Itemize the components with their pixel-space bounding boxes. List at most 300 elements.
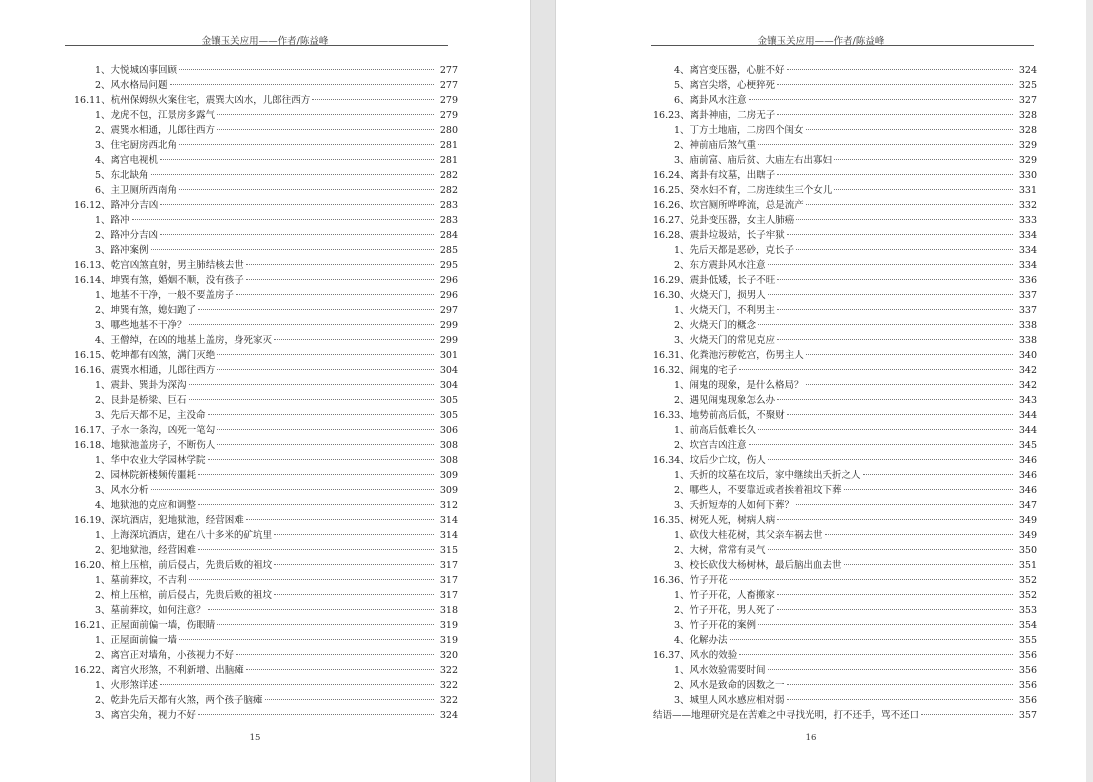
- toc-entry[interactable]: [74, 453, 458, 468]
- toc-entry[interactable]: [653, 303, 1037, 318]
- toc-entry[interactable]: [653, 588, 1037, 603]
- table-of-contents: [653, 63, 1037, 723]
- toc-entry-title: 5、东北缺角: [95, 170, 149, 181]
- toc-entry-page: 331: [1018, 185, 1037, 196]
- toc-entry-title: 16.29、震卦低矮，长子不旺: [653, 275, 776, 286]
- dot-leader: [217, 624, 434, 625]
- dot-leader: [132, 219, 434, 220]
- dot-leader: [777, 399, 1013, 400]
- dot-leader: [170, 84, 434, 85]
- toc-entry[interactable]: [74, 648, 458, 663]
- toc-entry-title: 3、墓前葬坟，如何注意？: [95, 605, 206, 616]
- toc-entry[interactable]: [653, 153, 1037, 168]
- toc-entry-title: 结语——地理研究是在苦难之中寻找光明，打不还手，骂不还口: [653, 710, 920, 721]
- toc-entry-title: 2、坤巽有煞，媳妇跑了: [95, 305, 197, 316]
- toc-entry[interactable]: [653, 138, 1037, 153]
- toc-entry[interactable]: [653, 63, 1037, 78]
- toc-entry-title: 16.28、震卦垃圾站，长子牢狱: [653, 230, 785, 241]
- toc-entry-page: 350: [1018, 545, 1037, 556]
- toc-entry[interactable]: [653, 693, 1037, 708]
- toc-entry-title: 2、乾卦先后天都有火煞，两个孩子脑瘫: [95, 695, 263, 706]
- toc-entry-title: 3、竹子开花的案例: [674, 620, 757, 631]
- toc-entry[interactable]: [653, 273, 1037, 288]
- dot-leader: [208, 459, 434, 460]
- toc-entry[interactable]: [653, 633, 1037, 648]
- dot-leader: [274, 564, 434, 565]
- toc-entry-page: 285: [439, 245, 458, 256]
- toc-entry-title: 1、墓前葬坟，不吉利: [95, 575, 187, 586]
- toc-entry[interactable]: [74, 213, 458, 228]
- toc-entry[interactable]: [74, 498, 458, 513]
- toc-entry-title: 16.17、子水一条沟，凶死一笔勾: [74, 425, 216, 436]
- toc-entry[interactable]: [653, 348, 1037, 363]
- toc-entry-title: 2、遇见闹鬼现象怎么办: [674, 395, 776, 406]
- toc-entry[interactable]: [74, 513, 458, 528]
- dot-leader: [217, 429, 434, 430]
- toc-entry[interactable]: [74, 243, 458, 258]
- dot-leader: [179, 189, 434, 190]
- dot-leader: [825, 534, 1013, 535]
- toc-entry[interactable]: [653, 528, 1037, 543]
- toc-entry[interactable]: [653, 468, 1037, 483]
- toc-entry[interactable]: [653, 213, 1037, 228]
- toc-entry-title: 1、地基不干净，一般不要盖房子: [95, 290, 235, 301]
- toc-entry-page: 282: [439, 185, 458, 196]
- toc-entry[interactable]: [74, 273, 458, 288]
- toc-entry[interactable]: [653, 573, 1037, 588]
- toc-entry-page: 304: [439, 380, 458, 391]
- toc-entry-page: 328: [1018, 125, 1037, 136]
- toc-entry[interactable]: [653, 483, 1037, 498]
- toc-entry[interactable]: [653, 648, 1037, 663]
- toc-entry[interactable]: [653, 393, 1037, 408]
- toc-entry-page: 277: [439, 65, 458, 76]
- toc-entry-page: 332: [1018, 200, 1037, 211]
- toc-entry[interactable]: [653, 513, 1037, 528]
- toc-entry[interactable]: [74, 288, 458, 303]
- dot-leader: [217, 114, 434, 115]
- toc-entry-title: 16.21、正屋面前偏一墙，伤眼睛: [74, 620, 216, 631]
- toc-entry-title: 1、闹鬼的现象，是什么格局？: [674, 380, 804, 391]
- toc-entry-title: 2、竹子开花，男人死了: [674, 605, 776, 616]
- toc-entry-title: 3、先后天都不足，主没命: [95, 410, 206, 421]
- toc-entry[interactable]: [74, 228, 458, 243]
- toc-entry-title: 16.12、路冲分吉凶: [74, 200, 159, 211]
- toc-entry-page: 306: [439, 425, 458, 436]
- toc-entry[interactable]: [653, 243, 1037, 258]
- toc-entry[interactable]: [653, 663, 1037, 678]
- toc-entry-page: 347: [1018, 500, 1037, 511]
- dot-leader: [236, 294, 434, 295]
- toc-entry-page: 297: [439, 305, 458, 316]
- dot-leader: [777, 339, 1013, 340]
- dot-leader: [834, 189, 1013, 190]
- toc-entry[interactable]: [653, 378, 1037, 393]
- toc-entry-page: 317: [439, 590, 458, 601]
- toc-entry-page: 283: [439, 215, 458, 226]
- toc-entry-page: 296: [439, 290, 458, 301]
- toc-entry-title: 1、夭折的坟墓在坟后，家中继续出夭折之人: [674, 470, 861, 481]
- toc-entry[interactable]: [74, 168, 458, 183]
- toc-entry[interactable]: [74, 408, 458, 423]
- toc-entry[interactable]: [74, 423, 458, 438]
- toc-entry-page: 329: [1018, 140, 1037, 151]
- toc-entry-title: 3、庙前富、庙后贫、大庙左右出寡妇: [674, 155, 833, 166]
- toc-entry-title: 16.11、杭州保姆纵火案住宅，震巽大凶水，儿郎往西方: [74, 95, 311, 106]
- toc-entry[interactable]: [74, 138, 458, 153]
- dot-leader: [806, 204, 1013, 205]
- header-rule: [651, 45, 1034, 46]
- toc-entry-page: 342: [1018, 365, 1037, 376]
- toc-entry-page: 322: [439, 665, 458, 676]
- toc-entry-title: 1、震卦、巽卦为深沟: [95, 380, 187, 391]
- toc-entry-page: 301: [439, 350, 458, 361]
- toc-entry[interactable]: [653, 363, 1037, 378]
- toc-entry[interactable]: [74, 78, 458, 93]
- toc-entry-title: 1、龙虎不包，江景房多露气: [95, 110, 216, 121]
- toc-entry-page: 337: [1018, 290, 1037, 301]
- toc-entry[interactable]: [74, 618, 458, 633]
- toc-entry[interactable]: [653, 603, 1037, 618]
- toc-entry-title: 1、路冲: [95, 215, 130, 226]
- toc-entry[interactable]: [74, 123, 458, 138]
- dot-leader: [246, 519, 434, 520]
- toc-entry-title: 16.16、震巽水相通，儿郎往西方: [74, 365, 216, 376]
- toc-entry[interactable]: [74, 573, 458, 588]
- toc-entry-page: 328: [1018, 110, 1037, 121]
- dot-leader: [312, 99, 434, 100]
- toc-entry-page: 279: [439, 110, 458, 121]
- toc-entry-title: 3、风水分析: [95, 485, 149, 496]
- toc-entry-title: 16.30、火烧天门，损男人: [653, 290, 766, 301]
- toc-entry-title: 4、地狱池的克应和调整: [95, 500, 197, 511]
- toc-entry-title: 2、路冲分吉凶: [95, 230, 159, 241]
- dot-leader: [796, 249, 1013, 250]
- toc-entry-page: 346: [1018, 485, 1037, 496]
- toc-entry-page: 317: [439, 560, 458, 571]
- dot-leader: [189, 384, 434, 385]
- toc-entry-page: 353: [1018, 605, 1037, 616]
- toc-entry[interactable]: [74, 528, 458, 543]
- toc-entry[interactable]: [653, 183, 1037, 198]
- toc-entry-page: 309: [439, 470, 458, 481]
- dot-leader: [189, 324, 434, 325]
- toc-entry-page: 342: [1018, 380, 1037, 391]
- toc-entry-title: 3、夭折短寿的人如何下葬？: [674, 500, 795, 511]
- toc-entry-page: 277: [439, 80, 458, 91]
- toc-entry-page: 296: [439, 275, 458, 286]
- toc-entry[interactable]: [74, 708, 458, 723]
- toc-entry-page: 314: [439, 530, 458, 541]
- toc-entry-title: 2、艮卦是桥梁、巨石: [95, 395, 187, 406]
- dot-leader: [758, 324, 1013, 325]
- dot-leader: [160, 204, 434, 205]
- toc-entry-page: 295: [439, 260, 458, 271]
- toc-entry[interactable]: [653, 423, 1037, 438]
- dot-leader: [777, 174, 1013, 175]
- toc-entry-title: 2、棺上压棺，前后侵占，先贵后败的祖坟: [95, 590, 273, 601]
- toc-entry[interactable]: [74, 633, 458, 648]
- toc-entry[interactable]: [74, 588, 458, 603]
- dot-leader: [834, 159, 1013, 160]
- toc-entry-page: 308: [439, 455, 458, 466]
- toc-entry-title: 2、大树，常常有灵气: [674, 545, 766, 556]
- toc-entry[interactable]: [653, 438, 1037, 453]
- toc-entry-title: 4、化解办法: [674, 635, 728, 646]
- toc-entry-page: 317: [439, 575, 458, 586]
- dot-leader: [730, 639, 1013, 640]
- dot-leader: [217, 444, 434, 445]
- toc-entry-page: 330: [1018, 170, 1037, 181]
- toc-entry-page: 338: [1018, 335, 1037, 346]
- toc-entry[interactable]: [74, 468, 458, 483]
- dot-leader: [217, 129, 434, 130]
- dot-leader: [217, 354, 434, 355]
- toc-entry[interactable]: [74, 378, 458, 393]
- toc-entry[interactable]: [74, 543, 458, 558]
- toc-entry[interactable]: [653, 258, 1037, 273]
- toc-entry[interactable]: [74, 663, 458, 678]
- toc-entry[interactable]: [74, 678, 458, 693]
- dot-leader: [758, 429, 1013, 430]
- toc-entry-page: 312: [439, 500, 458, 511]
- header-rule: [65, 45, 448, 46]
- toc-entry-title: 16.13、乾宫凶煞直射，男主肺结核去世: [74, 260, 244, 271]
- toc-entry[interactable]: [653, 168, 1037, 183]
- toc-entry[interactable]: [74, 198, 458, 213]
- toc-entry-page: 344: [1018, 425, 1037, 436]
- toc-entry[interactable]: [74, 93, 458, 108]
- dot-leader: [189, 399, 434, 400]
- toc-entry[interactable]: [74, 63, 458, 78]
- dot-leader: [160, 159, 434, 160]
- toc-entry-page: 352: [1018, 575, 1037, 586]
- toc-entry-page: 319: [439, 620, 458, 631]
- dot-leader: [787, 69, 1013, 70]
- dot-leader: [217, 369, 434, 370]
- toc-entry-page: 349: [1018, 515, 1037, 526]
- dot-leader: [787, 684, 1013, 685]
- toc-entry[interactable]: [653, 318, 1037, 333]
- toc-entry-title: 2、风水是致命的因数之一: [674, 680, 785, 691]
- toc-entry[interactable]: [74, 393, 458, 408]
- toc-entry-title: 2、坎宫吉凶注意: [674, 440, 747, 451]
- toc-entry-title: 2、东方震卦风水注意: [674, 260, 766, 271]
- dot-leader: [208, 609, 434, 610]
- toc-entry-page: 351: [1018, 560, 1037, 571]
- toc-entry-title: 6、离卦风水注意: [674, 95, 747, 106]
- toc-entry-page: 356: [1018, 680, 1037, 691]
- toc-entry-page: 305: [439, 395, 458, 406]
- toc-entry-title: 4、王僧绰，在凶的地基上盖房，身死家灭: [95, 335, 273, 346]
- toc-entry-page: 279: [439, 95, 458, 106]
- toc-entry[interactable]: [74, 303, 458, 318]
- toc-entry-page: 319: [439, 635, 458, 646]
- dot-leader: [768, 264, 1013, 265]
- dot-leader: [768, 669, 1013, 670]
- dot-leader: [768, 459, 1013, 460]
- toc-entry[interactable]: [653, 543, 1037, 558]
- toc-entry-title: 3、火烧天门的常见克应: [674, 335, 776, 346]
- toc-entry-title: 16.33、地势前高后低，不聚财: [653, 410, 785, 421]
- dot-leader: [806, 354, 1013, 355]
- toc-entry-page: 304: [439, 365, 458, 376]
- toc-entry-title: 2、哪些人，不要靠近或者挨着祖坟下葬: [674, 485, 842, 496]
- toc-entry-page: 305: [439, 410, 458, 421]
- toc-entry[interactable]: [653, 123, 1037, 138]
- toc-entry-title: 1、竹子开花，人畜搬家: [674, 590, 776, 601]
- dot-leader: [246, 669, 434, 670]
- toc-entry-page: 334: [1018, 245, 1037, 256]
- dot-leader: [274, 339, 434, 340]
- toc-entry-title: 1、火烧天门，不利男主: [674, 305, 776, 316]
- toc-entry-title: 16.35、树死人死，树病人病: [653, 515, 776, 526]
- toc-entry[interactable]: [74, 693, 458, 708]
- dot-leader: [274, 594, 434, 595]
- toc-entry-page: 299: [439, 335, 458, 346]
- toc-entry-page: 356: [1018, 650, 1037, 661]
- toc-entry-title: 16.31、化粪池污秽乾宫，伤男主人: [653, 350, 804, 361]
- toc-entry-title: 16.36、竹子开花: [653, 575, 728, 586]
- toc-entry[interactable]: [653, 93, 1037, 108]
- dot-leader: [777, 84, 1013, 85]
- dot-leader: [787, 234, 1013, 235]
- toc-entry-page: 314: [439, 515, 458, 526]
- toc-entry-title: 16.25、癸水妇不育，二房连续生三个女儿: [653, 185, 833, 196]
- toc-entry-title: 1、砍伐大桂花树，其父亲车祸去世: [674, 530, 823, 541]
- toc-entry[interactable]: [653, 288, 1037, 303]
- toc-entry-page: 281: [439, 140, 458, 151]
- toc-entry[interactable]: [653, 228, 1037, 243]
- toc-entry-title: 5、离宫尖塔，心梗猝死: [674, 80, 776, 91]
- dot-leader: [151, 174, 434, 175]
- toc-entry-page: 308: [439, 440, 458, 451]
- toc-entry[interactable]: [74, 348, 458, 363]
- dot-leader: [739, 369, 1013, 370]
- toc-entry[interactable]: [653, 558, 1037, 573]
- dot-leader: [777, 519, 1013, 520]
- toc-entry[interactable]: [653, 408, 1037, 423]
- dot-leader: [796, 504, 1013, 505]
- dot-leader: [246, 264, 434, 265]
- toc-entry-page: 282: [439, 170, 458, 181]
- toc-entry-page: 283: [439, 200, 458, 211]
- toc-entry-title: 2、震巽水相通，儿郎往西方: [95, 125, 216, 136]
- toc-entry-title: 3、城里人风水感应相对弱: [674, 695, 785, 706]
- toc-entry[interactable]: [74, 438, 458, 453]
- toc-entry[interactable]: [653, 333, 1037, 348]
- dot-leader: [179, 69, 434, 70]
- toc-entry[interactable]: [74, 153, 458, 168]
- dot-leader: [758, 144, 1013, 145]
- toc-entry-page: 320: [439, 650, 458, 661]
- dot-leader: [179, 144, 434, 145]
- toc-entry[interactable]: [74, 603, 458, 618]
- toc-entry[interactable]: [74, 558, 458, 573]
- toc-entry-title: 2、犯地狱池，经营困难: [95, 545, 197, 556]
- dot-leader: [739, 654, 1013, 655]
- toc-entry-page: 309: [439, 485, 458, 496]
- toc-entry[interactable]: [653, 678, 1037, 693]
- dot-leader: [844, 564, 1013, 565]
- toc-entry-page: 346: [1018, 455, 1037, 466]
- toc-entry[interactable]: [74, 363, 458, 378]
- toc-entry-title: 1、风水效验需要时间: [674, 665, 766, 676]
- toc-entry-page: 284: [439, 230, 458, 241]
- toc-entry[interactable]: [74, 183, 458, 198]
- toc-entry[interactable]: [653, 453, 1037, 468]
- toc-entry-title: 1、先后天都是恶砂，克长子: [674, 245, 795, 256]
- toc-entry-title: 1、华中农业大学园林学院: [95, 455, 206, 466]
- toc-entry[interactable]: [653, 108, 1037, 123]
- dot-leader: [796, 219, 1013, 220]
- toc-entry-title: 16.19、深坑酒店，犯地狱池，经营困难: [74, 515, 244, 526]
- toc-entry-title: 2、火烧天门的概念: [674, 320, 757, 331]
- toc-entry-page: 299: [439, 320, 458, 331]
- toc-entry-page: 327: [1018, 95, 1037, 106]
- toc-entry[interactable]: [74, 333, 458, 348]
- dot-leader: [151, 489, 434, 490]
- toc-entry-title: 1、火形煞详述: [95, 680, 159, 691]
- dot-leader: [777, 594, 1013, 595]
- dot-leader: [806, 129, 1013, 130]
- toc-entry[interactable]: [74, 483, 458, 498]
- toc-entry-title: 16.27、兑卦变压器，女主人肺癌: [653, 215, 795, 226]
- toc-entry-title: 3、住宅厨房西北角: [95, 140, 178, 151]
- dot-leader: [777, 114, 1013, 115]
- toc-entry[interactable]: [653, 708, 1037, 723]
- dot-leader: [198, 309, 434, 310]
- toc-entry-title: 16.32、闹鬼的宅子: [653, 365, 738, 376]
- dot-leader: [844, 489, 1013, 490]
- dot-leader: [787, 414, 1013, 415]
- toc-entry-page: 356: [1018, 665, 1037, 676]
- page-gap: [531, 0, 555, 782]
- toc-entry-title: 2、离宫正对墙角，小孩视力不好: [95, 650, 235, 661]
- toc-entry-page: 355: [1018, 635, 1037, 646]
- dot-leader: [863, 474, 1013, 475]
- right-page: [555, 0, 1086, 782]
- dot-leader: [189, 579, 434, 580]
- toc-entry-title: 16.18、地狱池盖房子，不断伤人: [74, 440, 216, 451]
- toc-entry-title: 1、上海深坑酒店，建在八十多米的矿坑里: [95, 530, 273, 541]
- dot-leader: [768, 549, 1013, 550]
- toc-entry[interactable]: [74, 108, 458, 123]
- toc-entry-title: 16.15、乾坤都有凶煞，满门灭绝: [74, 350, 216, 361]
- toc-entry-page: 324: [439, 710, 458, 721]
- toc-entry-page: 334: [1018, 230, 1037, 241]
- toc-entry-page: 340: [1018, 350, 1037, 361]
- toc-entry-page: 354: [1018, 620, 1037, 631]
- toc-entry-title: 16.34、坟后少亡坟，伤人: [653, 455, 766, 466]
- toc-entry[interactable]: [74, 258, 458, 273]
- toc-entry-page: 345: [1018, 440, 1037, 451]
- toc-entry[interactable]: [74, 318, 458, 333]
- toc-entry[interactable]: [653, 78, 1037, 93]
- dot-leader: [730, 579, 1013, 580]
- table-of-contents: [74, 63, 458, 723]
- toc-entry-page: 322: [439, 695, 458, 706]
- toc-entry-page: 336: [1018, 275, 1037, 286]
- toc-entry[interactable]: [653, 618, 1037, 633]
- dot-leader: [198, 474, 434, 475]
- dot-leader: [151, 249, 434, 250]
- toc-entry-title: 2、园林院新楼频传噩耗: [95, 470, 197, 481]
- toc-entry[interactable]: [653, 498, 1037, 513]
- dot-leader: [787, 699, 1013, 700]
- dot-leader: [236, 654, 434, 655]
- toc-entry[interactable]: [653, 198, 1037, 213]
